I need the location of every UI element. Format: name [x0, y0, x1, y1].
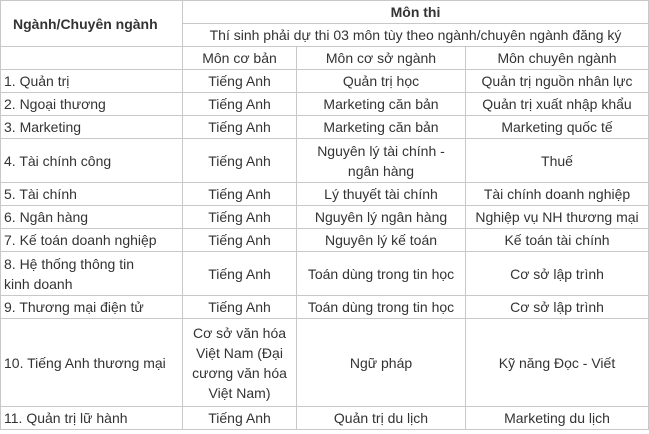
foundation-subject-cell: Marketing căn bản — [297, 116, 466, 139]
major-cell: 3. Marketing — [1, 116, 183, 139]
foundation-subject-cell: Toán dùng trong tin học — [297, 296, 466, 319]
header-empty-cell — [1, 47, 183, 70]
table-row — [1, 116, 649, 139]
foundation-subject-cell: Nguyên lý ngân hàng — [297, 206, 466, 229]
header-specialized: Môn chuyên ngành — [466, 47, 649, 70]
header-basic: Môn cơ bản — [183, 47, 297, 70]
foundation-subject-cell: Quản trị học — [297, 70, 466, 93]
foundation-subject-cell: Nguyên lý tài chính - ngân hàng — [297, 139, 466, 183]
header-exam-note: Thí sinh phải dự thi 03 môn tùy theo ngành/chuyên ngành đăng ký — [183, 24, 649, 47]
table-row — [1, 319, 649, 407]
table-row — [1, 70, 649, 93]
header-major: Ngành/Chuyên ngành — [1, 1, 183, 47]
foundation-subject-cell: Ngữ pháp — [297, 319, 466, 407]
specialized-subject-cell: Quản trị xuất nhập khẩu — [466, 93, 649, 116]
basic-subject-cell: Tiếng Anh — [183, 116, 297, 139]
table-row — [1, 93, 649, 116]
basic-subject-cell: Tiếng Anh — [183, 183, 297, 206]
header-exam-subjects: Môn thi — [183, 1, 649, 24]
basic-subject-cell: Tiếng Anh — [183, 229, 297, 252]
foundation-subject-cell: Lý thuyết tài chính — [297, 183, 466, 206]
specialized-subject-cell: Cơ sở lập trình — [466, 296, 649, 319]
table-row — [1, 183, 649, 206]
header-row-1 — [1, 1, 649, 24]
basic-subject-cell: Tiếng Anh — [183, 252, 297, 296]
specialized-subject-cell: Kỹ năng Đọc - Viết — [466, 319, 649, 407]
header-row-3 — [1, 47, 649, 70]
specialized-subject-cell: Tài chính doanh nghiệp — [466, 183, 649, 206]
specialized-subject-cell: Thuế — [466, 139, 649, 183]
major-cell: 4. Tài chính công — [1, 139, 183, 183]
foundation-subject-cell: Marketing căn bản — [297, 93, 466, 116]
foundation-subject-cell: Quản trị du lịch — [297, 407, 466, 430]
major-cell: 2. Ngoại thương — [1, 93, 183, 116]
major-cell: 1. Quản trị — [1, 70, 183, 93]
major-cell: 10. Tiếng Anh thương mại — [1, 319, 183, 407]
major-cell: 6. Ngân hàng — [1, 206, 183, 229]
basic-subject-cell: Tiếng Anh — [183, 70, 297, 93]
table-row — [1, 252, 649, 296]
major-cell: 8. Hệ thống thông tin kinh doanh — [1, 252, 183, 296]
table-row — [1, 206, 649, 229]
specialized-subject-cell: Kế toán tài chính — [466, 229, 649, 252]
basic-subject-cell: Tiếng Anh — [183, 139, 297, 183]
specialized-subject-cell: Marketing du lịch — [466, 407, 649, 430]
foundation-subject-cell: Nguyên lý kế toán — [297, 229, 466, 252]
table-row — [1, 229, 649, 252]
basic-subject-cell: Tiếng Anh — [183, 206, 297, 229]
basic-subject-cell: Tiếng Anh — [183, 93, 297, 116]
basic-subject-cell: Tiếng Anh — [183, 296, 297, 319]
table-row — [1, 296, 649, 319]
header-foundation: Môn cơ sở ngành — [297, 47, 466, 70]
basic-subject-cell: Tiếng Anh — [183, 407, 297, 430]
basic-subject-cell: Cơ sở văn hóa Việt Nam (Đại cương văn hóa Việt Nam) — [183, 319, 297, 407]
table-row — [1, 407, 649, 430]
specialized-subject-cell: Marketing quốc tế — [466, 116, 649, 139]
major-cell: 5. Tài chính — [1, 183, 183, 206]
specialized-subject-cell: Nghiệp vụ NH thương mại — [466, 206, 649, 229]
major-cell: 7. Kế toán doanh nghiệp — [1, 229, 183, 252]
foundation-subject-cell: Toán dùng trong tin học — [297, 252, 466, 296]
table-row — [1, 139, 649, 183]
major-cell: 11. Quản trị lữ hành — [1, 407, 183, 430]
specialized-subject-cell: Cơ sở lập trình — [466, 252, 649, 296]
specialized-subject-cell: Quản trị nguồn nhân lực — [466, 70, 649, 93]
major-cell: 9. Thương mại điện tử — [1, 296, 183, 319]
